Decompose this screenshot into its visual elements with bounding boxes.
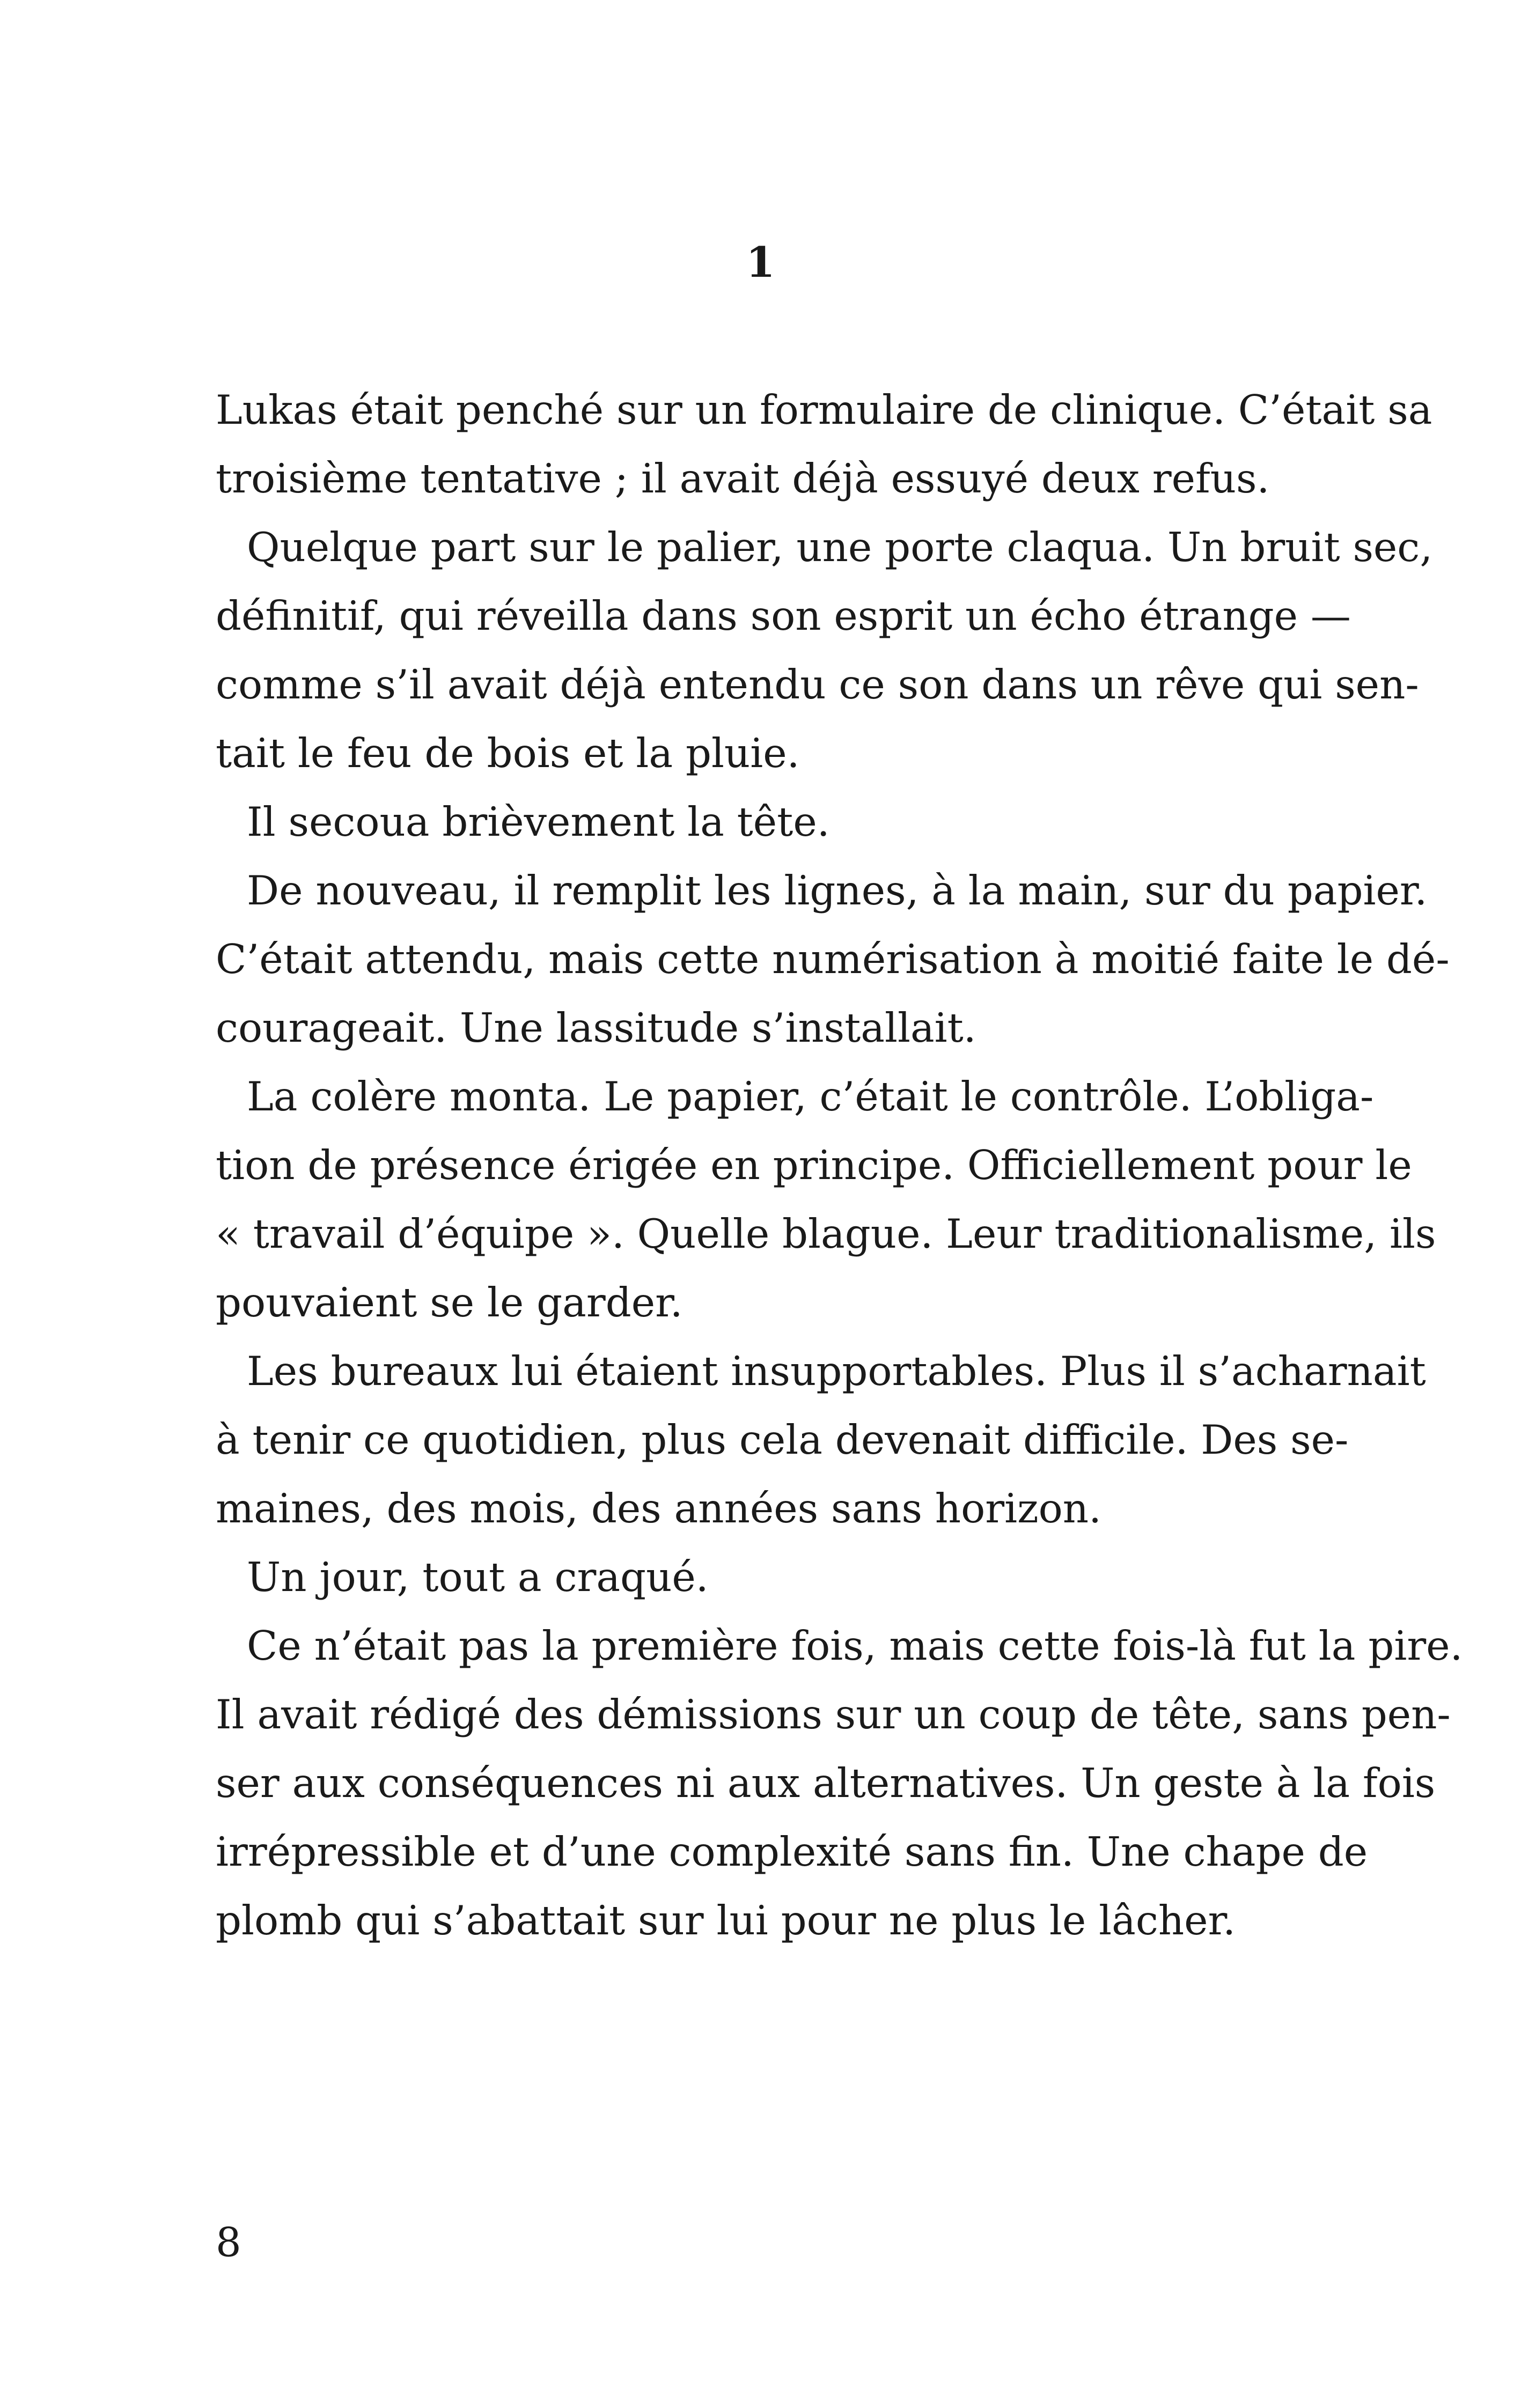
text-line: C’était attendu, mais cette numérisation à moitié faite le dé- (216, 936, 1450, 983)
chapter-body-text (216, 375, 1463, 1955)
text-line: définitif, qui réveilla dans son esprit un écho étrange — (216, 592, 1351, 639)
text-line: De nouveau, il remplit les lignes, à la main, sur du papier. (247, 867, 1428, 914)
text-line: troisième tentative ; il avait déjà essuyé deux refus. (216, 455, 1270, 502)
text-line: La colère monta. Le papier, c’était le contrôle. L’obliga- (247, 1073, 1374, 1120)
chapter-number: 1 (746, 238, 775, 287)
text-line: comme s’il avait déjà entendu ce son dans un rêve qui sen- (216, 661, 1419, 708)
text-line: maines, des mois, des années sans horizon. (216, 1485, 1101, 1532)
text-line: tait le feu de bois et la pluie. (216, 730, 800, 777)
text-line: Un jour, tout a craqué. (247, 1553, 709, 1601)
text-line: ser aux conséquences ni aux alternatives. Un geste à la fois (216, 1759, 1436, 1807)
text-line: Les bureaux lui étaient insupportables. Plus il s’acharnait (247, 1347, 1426, 1395)
text-line: à tenir ce quotidien, plus cela devenait difficile. Des se- (216, 1416, 1349, 1463)
text-line: tion de présence érigée en principe. Officiellement pour le (216, 1142, 1412, 1189)
text-line: Ce n’était pas la première fois, mais cette fois-là fut la pire. (247, 1622, 1463, 1669)
text-line: Il secoua brièvement la tête. (247, 798, 830, 845)
text-line: Lukas était penché sur un formulaire de clinique. C’était sa (216, 386, 1432, 433)
text-line: Il avait rédigé des démissions sur un coup de tête, sans pen- (216, 1691, 1451, 1738)
text-line: pouvaient se le garder. (216, 1279, 683, 1326)
text-line: plomb qui s’abattait sur lui pour ne plus le lâcher. (216, 1897, 1236, 1944)
text-line: Quelque part sur le palier, une porte claqua. Un bruit sec, (247, 524, 1433, 571)
text-line: « travail d’équipe ». Quelle blague. Leur traditionalisme, ils (216, 1210, 1436, 1257)
text-line: irrépressible et d’une complexité sans fin. Une chape de (216, 1828, 1368, 1875)
page-number: 8 (216, 2219, 241, 2266)
text-line: courageait. Une lassitude s’installait. (216, 1004, 976, 1051)
